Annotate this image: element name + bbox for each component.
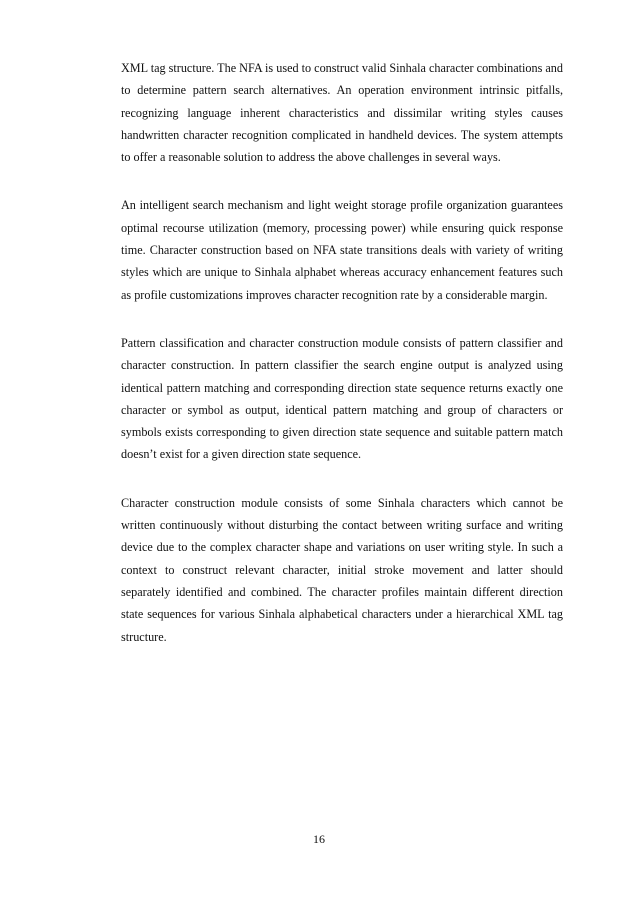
paragraph-4: Character construction module consists of some Sinhala characters which cannot be written continuously without disturbing the contact between writing surface and writing device due to the complex character shape and variations on user writing style. In such a context to construct relevant character, initial stroke movement and latter should separately identified and combined. The character profiles maintain different direction state sequences for various Sinhala alphabetical characters under a hierarchical XML tag structure.: [121, 495, 563, 644]
body-text: [121, 57, 563, 674]
page-number: 16: [313, 832, 325, 846]
paragraph-1: XML tag structure. The NFA is used to construct valid Sinhala character combinations and to determine pattern search alternatives. An operation environment intrinsic pitfalls, recognizing language inherent characteristics and dissimilar writing styles causes handwritten character recognition complicated in handheld devices. The system attempts to offer a reasonable solution to address the above challenges in several ways.: [121, 61, 563, 165]
paragraph-3: Pattern classification and character construction module consists of pattern classifier and character construction. In pattern classifier the search engine output is analyzed using identical pattern matching and corresponding direction state sequence returns exactly one character or symbol as output, identical pattern matching and group of characters or symbols exists corresponding to given direction state sequence and suitable pattern match doesn’t exist for a given direction state sequence.: [121, 335, 563, 462]
paragraph-2: An intelligent search mechanism and light weight storage profile organization guarantees optimal recourse utilization (memory, processing power) while ensuring quick response time. Character construction based on NFA state transitions deals with variety of writing styles which are unique to Sinhala alphabet whereas accuracy enhancement features such as profile customizations improves character recognition rate by a considerable margin.: [121, 198, 563, 302]
